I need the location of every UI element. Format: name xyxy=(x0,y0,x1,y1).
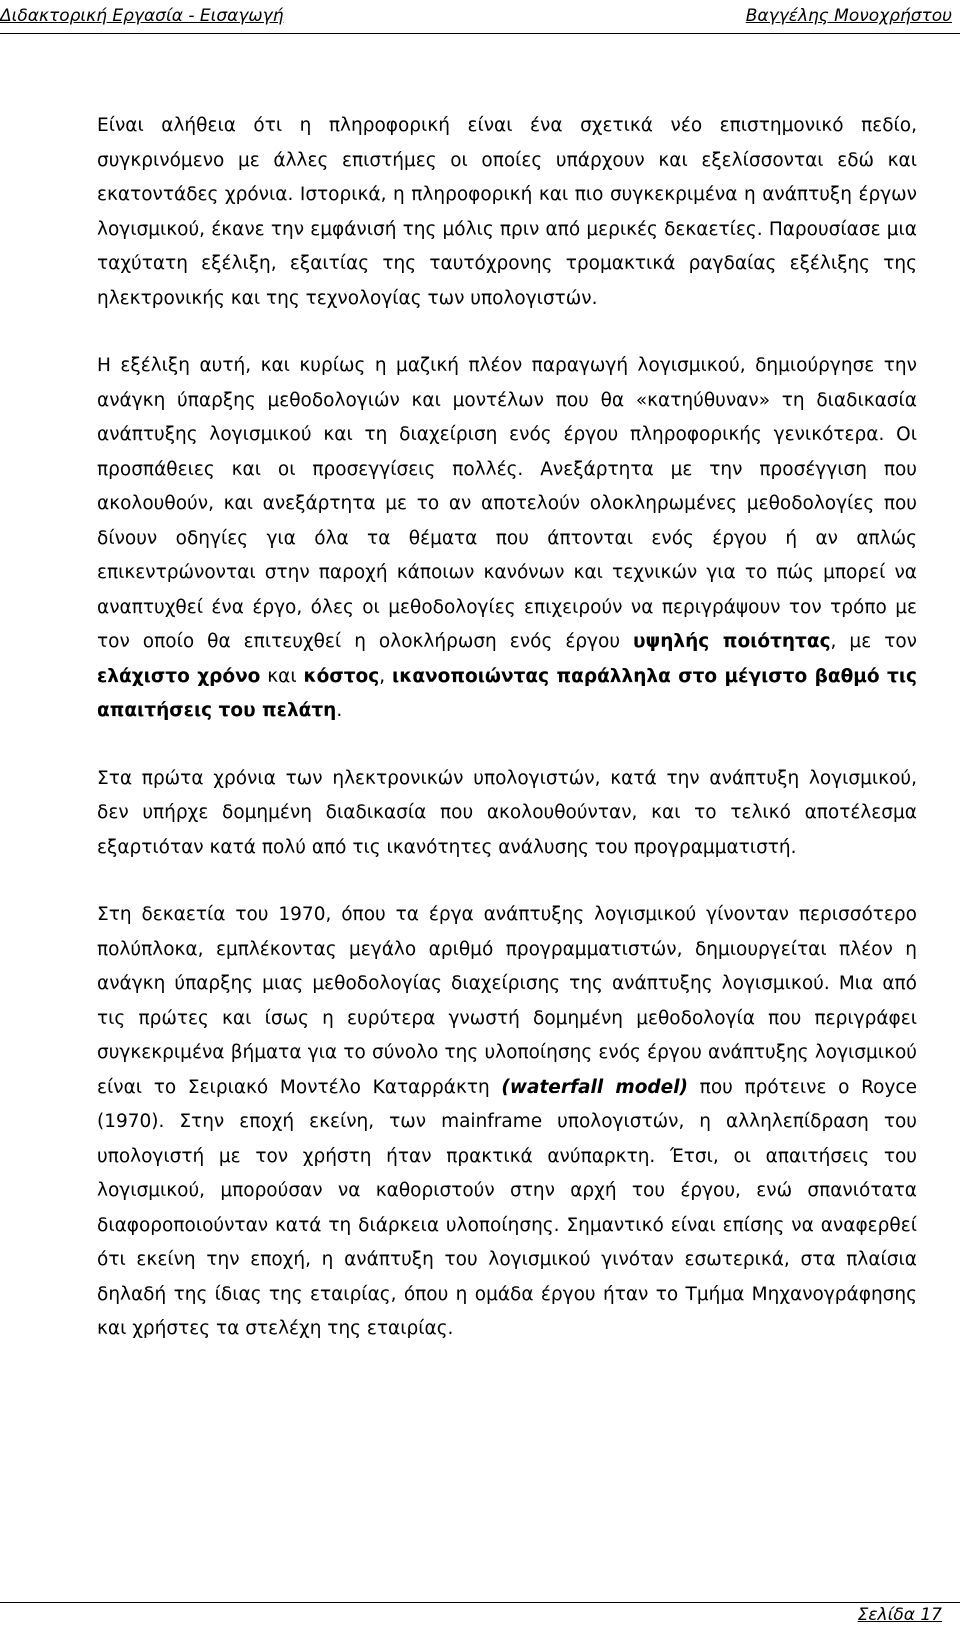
footer-divider xyxy=(0,1602,960,1603)
header-divider xyxy=(0,33,960,34)
text-run: . xyxy=(336,700,343,721)
body-paragraph xyxy=(97,349,917,729)
text-run: , με τον xyxy=(830,631,918,652)
text-run: Στα πρώτα χρόνια των ηλεκτρονικών υπολογιστών, κατά την ανάπτυξη λογισμικού, δεν υπήρχε δομημένη διαδικασία που ακολουθούνταν, και το τελικό αποτέλεσμα εξαρτιόταν κατά πολύ από τις ικανότητες ανάλυσης του προγραμματιστή. xyxy=(97,767,917,858)
page-footer xyxy=(0,1602,960,1630)
emphasized-text: κόστος xyxy=(303,665,380,687)
emphasized-text: υψηλής ποιότητας xyxy=(633,631,831,652)
page-number: Σελίδα 17 xyxy=(857,1605,942,1625)
text-run: , xyxy=(379,665,392,687)
emphasized-term: (waterfall model) xyxy=(501,1076,688,1098)
text-run: Η εξέλιξη αυτή, και κυρίως η μαζική πλέον παραγωγή λογισμικού, δημιούργησε την ανάγκη ύπαρξης μεθοδολογιών και μοντέλων που θα «κατηύθυναν» τη διαδικασία ανάπτυξης λογισμικού και τη διαχείριση ενός έργου πληροφορικής γενικότερα. Οι προσπάθειες και οι προσεγγίσεις πολλές. Ανεξάρτητα με την προσέγγιση που ακολουθούν, και ανεξάρτητα με το αν αποτελούν ολοκληρωμένες μεθοδολογίες που δίνουν οδηγίες για όλα τα θέματα που άπτονται ενός έργου ή αν απλώς επικεντρώνονται στην παροχή κάποιων κανόνων και τεχνικών για το πώς μπορεί να αναπτυχθεί ένα έργο, όλες οι μεθοδολογίες επιχειρούν να περιγράψουν τον τρόπο με τον οποίο θα επιτευχθεί η ολοκλήρωση ενός έργου xyxy=(97,355,917,652)
text-run: Είναι αλήθεια ότι η πληροφορική είναι ένα σχετικά νέο επιστημονικό πεδίο, συγκρινόμενο με άλλες επιστήμες οι οποίες υπάρχουν και εξελίσσονται εδώ και εκατοντάδες χρόνια. Ιστορικά, η πληροφορική και πιο συγκεκριμένα η ανάπτυξη έργων λογισμικού, έκανε την εμφάνισή της μόλις πριν από μερικές δεκαετίες. Παρουσίασε μια ταχύτατη εξέλιξη, εξαιτίας της ταυτόχρονης τρομακτικά ραγδαίας εξέλιξης της ηλεκτρονικής και της τεχνολογίας των υπολογιστών. xyxy=(97,115,917,309)
text-run: που πρότεινε ο Royce (1970). Στην εποχή εκείνη, των mainframe υπολογιστών, η αλληλεπίδραση του υπολογιστή με τον χρήστη ήταν πρακτικά ανύπαρκτη. Έτσι, οι απαιτήσεις του λογισμικού, μπορούσαν να καθοριστούν στην αρχή του έργου, ενώ σπανιότατα διαφοροποιούνταν κατά τη διάρκεια υλοποίησης. Σημαντικό είναι επίσης να αναφερθεί ότι εκείνη την εποχή, η ανάπτυξη του λογισμικού γινόταν εσωτερικά, στα πλαίσια δηλαδή της ίδιας της εταιρίας, όπου η ομάδα έργου ήταν το Τμήμα Μηχανογράφησης και χρήστες τα στελέχη της εταιρίας. xyxy=(97,1076,917,1339)
emphasized-text: ελάχιστο χρόνο xyxy=(97,665,261,687)
text-run: και xyxy=(260,665,304,687)
header-author-name: Βαγγέλης Μονοχρήστου xyxy=(745,6,952,26)
text-run: Στη δεκαετία του 1970, όπου τα έργα ανάπτυξης λογισμικού γίνονταν περισσότερο πολύπλοκα, εμπλέκοντας μεγάλο αριθμό προγραμματιστών, δημιουργείται πλέον η ανάγκη ύπαρξης μιας μεθοδολογίας διαχείρισης της ανάπτυξης λογισμικού. Μια από τις πρώτες και ίσως η ευρύτερα γνωστή δομημένη μεθοδολογία που περιγράφει συγκεκριμένα βήματα για το σύνολο της υλοποίησης ενός έργου ανάπτυξης λογισμικού είναι το Σειριακό Μοντέλο Καταρράκτη xyxy=(97,904,917,1098)
header-document-title: Διδακτορική Εργασία - Εισαγωγή xyxy=(0,6,284,26)
body-paragraph xyxy=(97,762,917,866)
page-header xyxy=(0,0,960,40)
document-body xyxy=(97,109,917,1347)
body-paragraph xyxy=(97,898,917,1347)
body-paragraph xyxy=(97,109,917,316)
emphasized-text: ικανοποιώντας παράλληλα στο μέγιστο βαθμό τις απαιτήσεις του πελάτη xyxy=(97,665,918,721)
